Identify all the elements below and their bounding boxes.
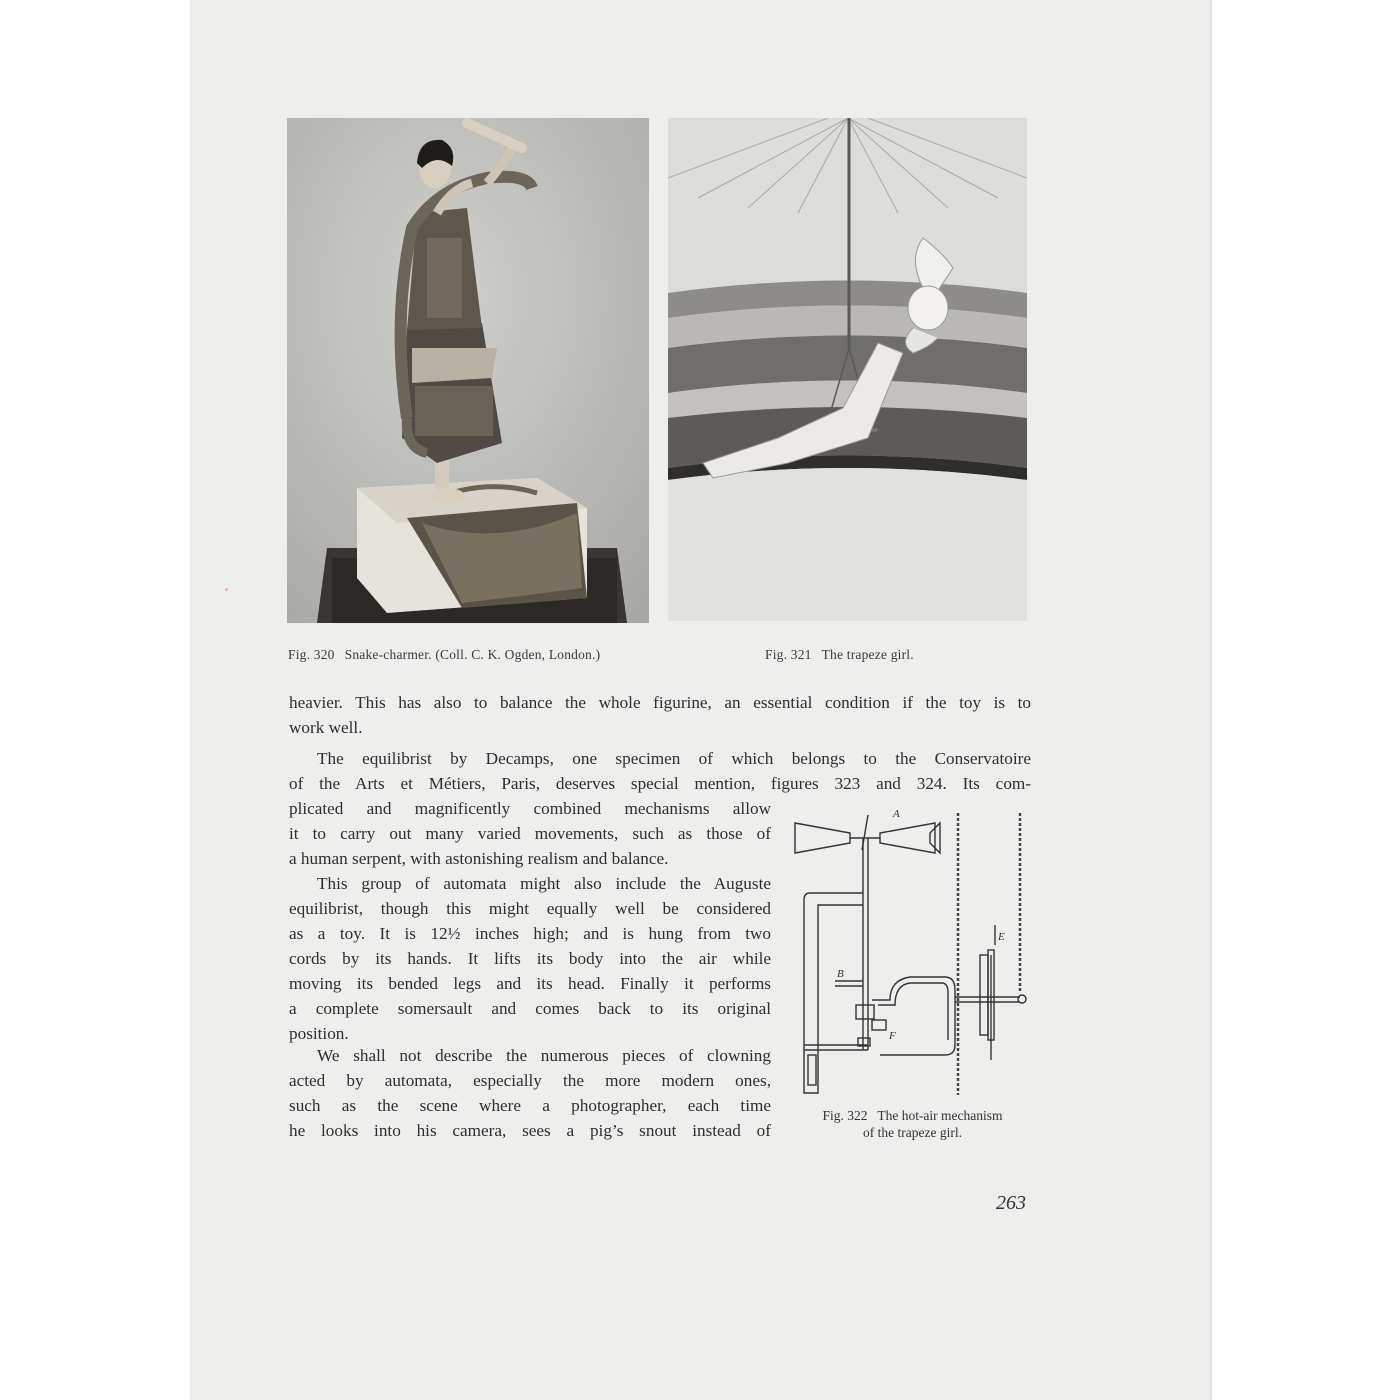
figure-321-caption — [765, 647, 914, 663]
label-f: F — [889, 1030, 896, 1042]
text-line: it to carry out many varied movements, such as those of — [289, 824, 771, 843]
page-number: 263 — [996, 1192, 1026, 1214]
hot-air-mechanism-diagram — [790, 805, 1035, 1100]
label-e: E — [998, 931, 1005, 943]
book-page — [190, 0, 1212, 1400]
figure-321-number: Fig. 321 — [765, 647, 812, 662]
label-a: A — [893, 808, 900, 820]
text-line: position. — [289, 1024, 349, 1043]
figure-320-caption-text: Snake-charmer. (Coll. C. K. Ogden, London.) — [344, 647, 601, 662]
text-line: a complete somersault and comes back to its original — [289, 999, 771, 1018]
text-line: work well. — [289, 718, 363, 737]
text-line: as a toy. It is 12½ inches high; and is hung from two — [289, 924, 771, 943]
text-line: The equilibrist by Decamps, one specimen of which belongs to the Conservatoire — [317, 749, 1031, 768]
text-line: moving its bended legs and its head. Finally it performs — [289, 974, 771, 993]
trapeze-girl-drawing — [668, 118, 1027, 621]
paragraph-equilibrist — [289, 746, 1031, 796]
paragraph-clowning — [289, 1043, 771, 1143]
text-line: This group of automata might also include the Auguste — [317, 874, 771, 893]
figure-322-caption — [790, 1107, 1035, 1141]
figure-320-number: Fig. 320 — [288, 647, 335, 662]
text-line: he looks into his camera, sees a pig’s snout instead of — [289, 1121, 771, 1140]
text-line: a human serpent, with astonishing realism and balance. — [289, 849, 669, 868]
figure-320-caption — [288, 647, 600, 663]
text-line: We shall not describe the numerous pieces of clowning — [317, 1046, 771, 1065]
text-line: cords by its hands. It lifts its body into the air while — [289, 949, 771, 968]
text-line: heavier. This has also to balance the whole figurine, an essential condition if the toy is to — [289, 693, 1031, 712]
text-line: such as the scene where a photographer, each time — [289, 1096, 771, 1115]
figure-322-caption-line: of the trapeze girl. — [863, 1125, 962, 1140]
label-b: B — [837, 968, 844, 980]
text-line: equilibrist, though this might equally well be considered — [289, 899, 771, 918]
paragraph-continuation — [289, 690, 1031, 740]
paragraph-equilibrist-narrow — [289, 796, 771, 871]
figure-321-caption-text: The trapeze girl. — [821, 647, 914, 662]
printing-mark — [225, 588, 228, 591]
snake-charmer-photo — [287, 118, 649, 623]
text-line: plicated and magnificently combined mechanisms allow — [289, 799, 771, 818]
text-line: of the Arts et Métiers, Paris, deserves special mention, figures 323 and 324. Its com- — [289, 774, 1031, 793]
text-line: acted by automata, especially the more modern ones, — [289, 1071, 771, 1090]
paragraph-auguste-equilibrist — [289, 871, 771, 1046]
figure-322-caption-line: Fig. 322 The hot-air mechanism — [822, 1108, 1003, 1123]
